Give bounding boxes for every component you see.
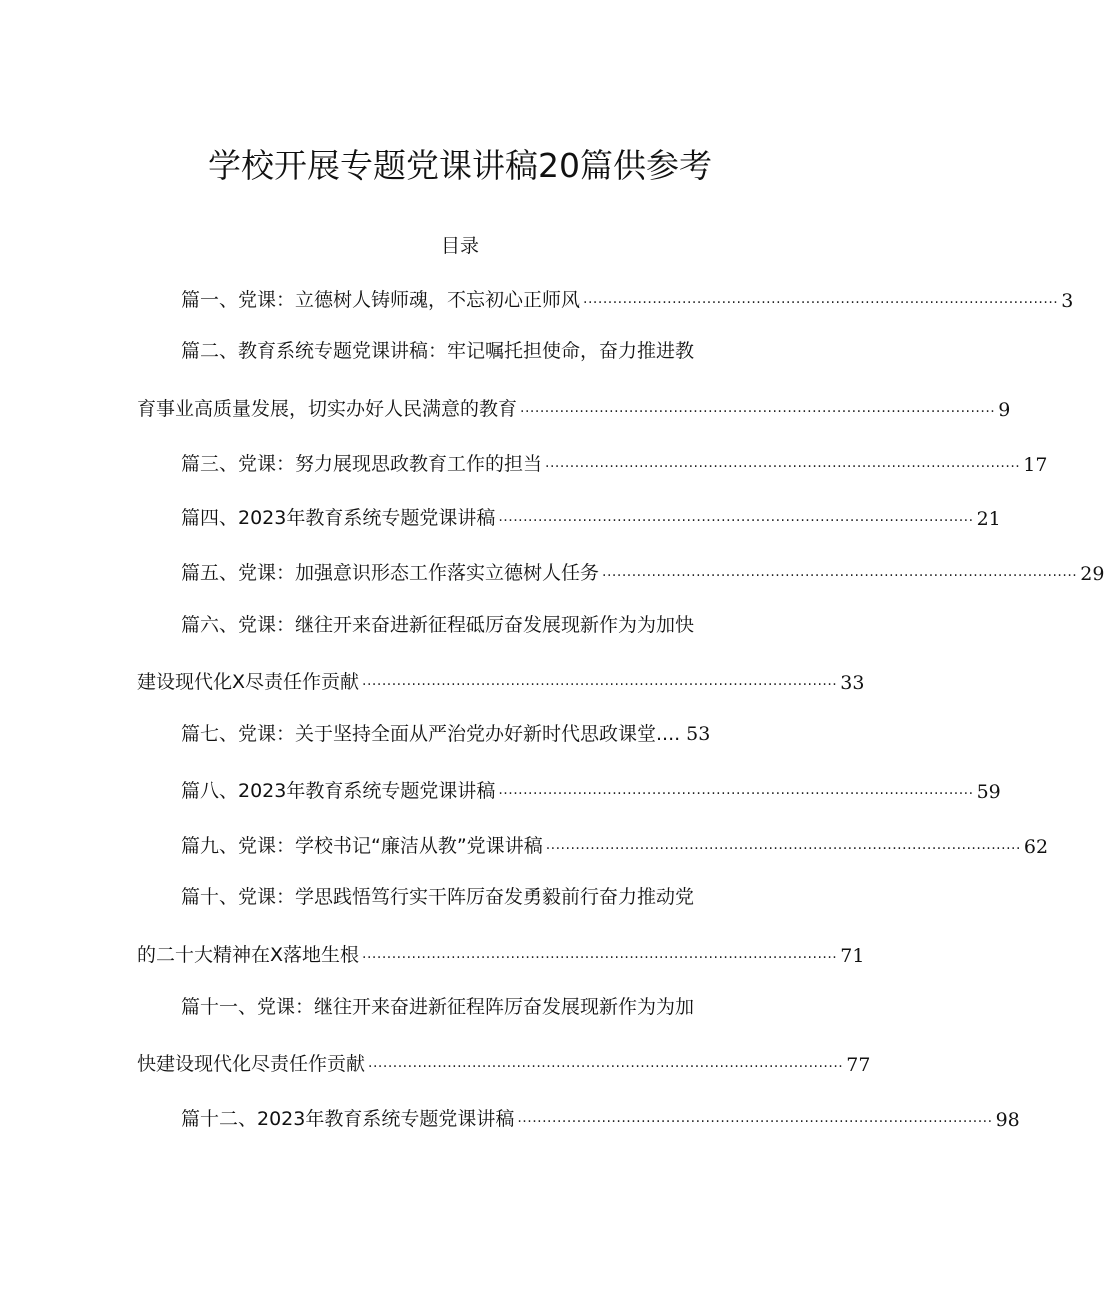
dot-leader: ................................................................................................ [520, 400, 996, 416]
toc-page-number: 3 [1061, 290, 1074, 312]
toc-entry-title: 篇二、教育系统专题党课讲稿：牢记嘱托担使命，奋力推进教 [181, 340, 695, 362]
toc-entry-title: 篇七、党课：关于坚持全面从严治党办好新时代思政课堂.... [181, 723, 681, 745]
toc-entry-12[interactable] [181, 1101, 1020, 1131]
toc-entry-10-line2[interactable] [137, 937, 865, 967]
dot-leader: ................................................................................................ [368, 1055, 844, 1071]
toc-page-number: 71 [840, 945, 865, 967]
toc-entry-6-line1[interactable] [181, 610, 694, 640]
toc-page-number: 53 [686, 723, 711, 745]
toc-page-number: 17 [1023, 454, 1048, 476]
toc-entry-11-line1[interactable] [181, 992, 694, 1022]
toc-entry-title-cont: 育事业高质量发展，切实办好人民满意的教育 [137, 398, 518, 420]
dot-leader: ................................................................................................ [362, 673, 838, 689]
toc-page-number: 9 [998, 399, 1011, 421]
toc-entry-3[interactable] [181, 446, 1048, 476]
dot-leader: ................................................................................................ [517, 1110, 993, 1126]
dot-leader: ................................................................................................ [583, 291, 1059, 307]
toc-page-number: 33 [840, 672, 865, 694]
toc-page-number: 59 [976, 781, 1001, 803]
toc-entry-8[interactable] [181, 773, 1001, 803]
dot-leader: ................................................................................................ [602, 564, 1078, 580]
toc-page-number: 21 [976, 508, 1001, 530]
toc-entry-title: 篇九、党课：学校书记“廉洁从教”党课讲稿 [181, 835, 543, 857]
toc-entry-title-cont: 的二十大精神在X落地生根 [137, 944, 360, 966]
toc-entry-6-line2[interactable] [137, 664, 865, 694]
toc-entry-1[interactable] [181, 282, 1074, 312]
toc-entry-2-line1[interactable] [181, 336, 694, 366]
toc-entry-title-cont: 快建设现代化尽责任作贡献 [137, 1053, 366, 1075]
toc-page-number: 62 [1023, 836, 1049, 858]
dot-leader: ................................................................................................ [362, 946, 838, 962]
toc-entry-title: 篇十一、党课：继往开来奋进新征程阵厉奋发展现新作为为加 [181, 996, 695, 1018]
toc-entry-title: 篇五、党课：加强意识形态工作落实立德树人任务 [181, 562, 600, 584]
toc-entry-7[interactable] [181, 719, 710, 749]
toc-entry-10-line1[interactable] [181, 882, 694, 912]
toc-page-number: 98 [995, 1109, 1020, 1131]
toc-entry-title: 篇三、党课：努力展现思政教育工作的担当 [181, 453, 543, 475]
toc-entry-11-line2[interactable] [137, 1046, 871, 1076]
toc-entry-4[interactable] [181, 500, 1001, 530]
toc-entry-title: 篇十二、2023年教育系统专题党课讲稿 [181, 1108, 515, 1130]
toc-entry-title: 篇四、2023年教育系统专题党课讲稿 [181, 507, 496, 529]
dot-leader: ................................................................................................ [545, 455, 1021, 471]
dot-leader: ................................................................................................ [498, 782, 974, 798]
toc-entry-5[interactable] [181, 555, 1104, 585]
toc-entry-title: 篇六、党课：继往开来奋进新征程砥厉奋发展现新作为为加快 [181, 614, 695, 636]
toc-entry-9[interactable] [181, 828, 1049, 858]
toc-entry-2-line2[interactable] [137, 391, 1011, 421]
toc-entry-title: 篇八、2023年教育系统专题党课讲稿 [181, 780, 496, 802]
document-title: 学校开展专题党课讲稿20篇供参考 [208, 146, 712, 185]
dot-leader: ................................................................................................ [498, 509, 974, 525]
toc-heading: 目录 [440, 235, 479, 257]
toc-entry-title-cont: 建设现代化X尽责任作贡献 [137, 671, 360, 693]
toc-page-number: 77 [846, 1054, 871, 1076]
toc-page-number: 29 [1080, 563, 1104, 585]
toc-entry-title: 篇一、党课：立德树人铸师魂，不忘初心正师风 [181, 289, 581, 311]
dot-leader: ................................................................................................ [545, 837, 1021, 853]
toc-entry-title: 篇十、党课：学思践悟笃行实干阵厉奋发勇毅前行奋力推动党 [181, 886, 695, 908]
